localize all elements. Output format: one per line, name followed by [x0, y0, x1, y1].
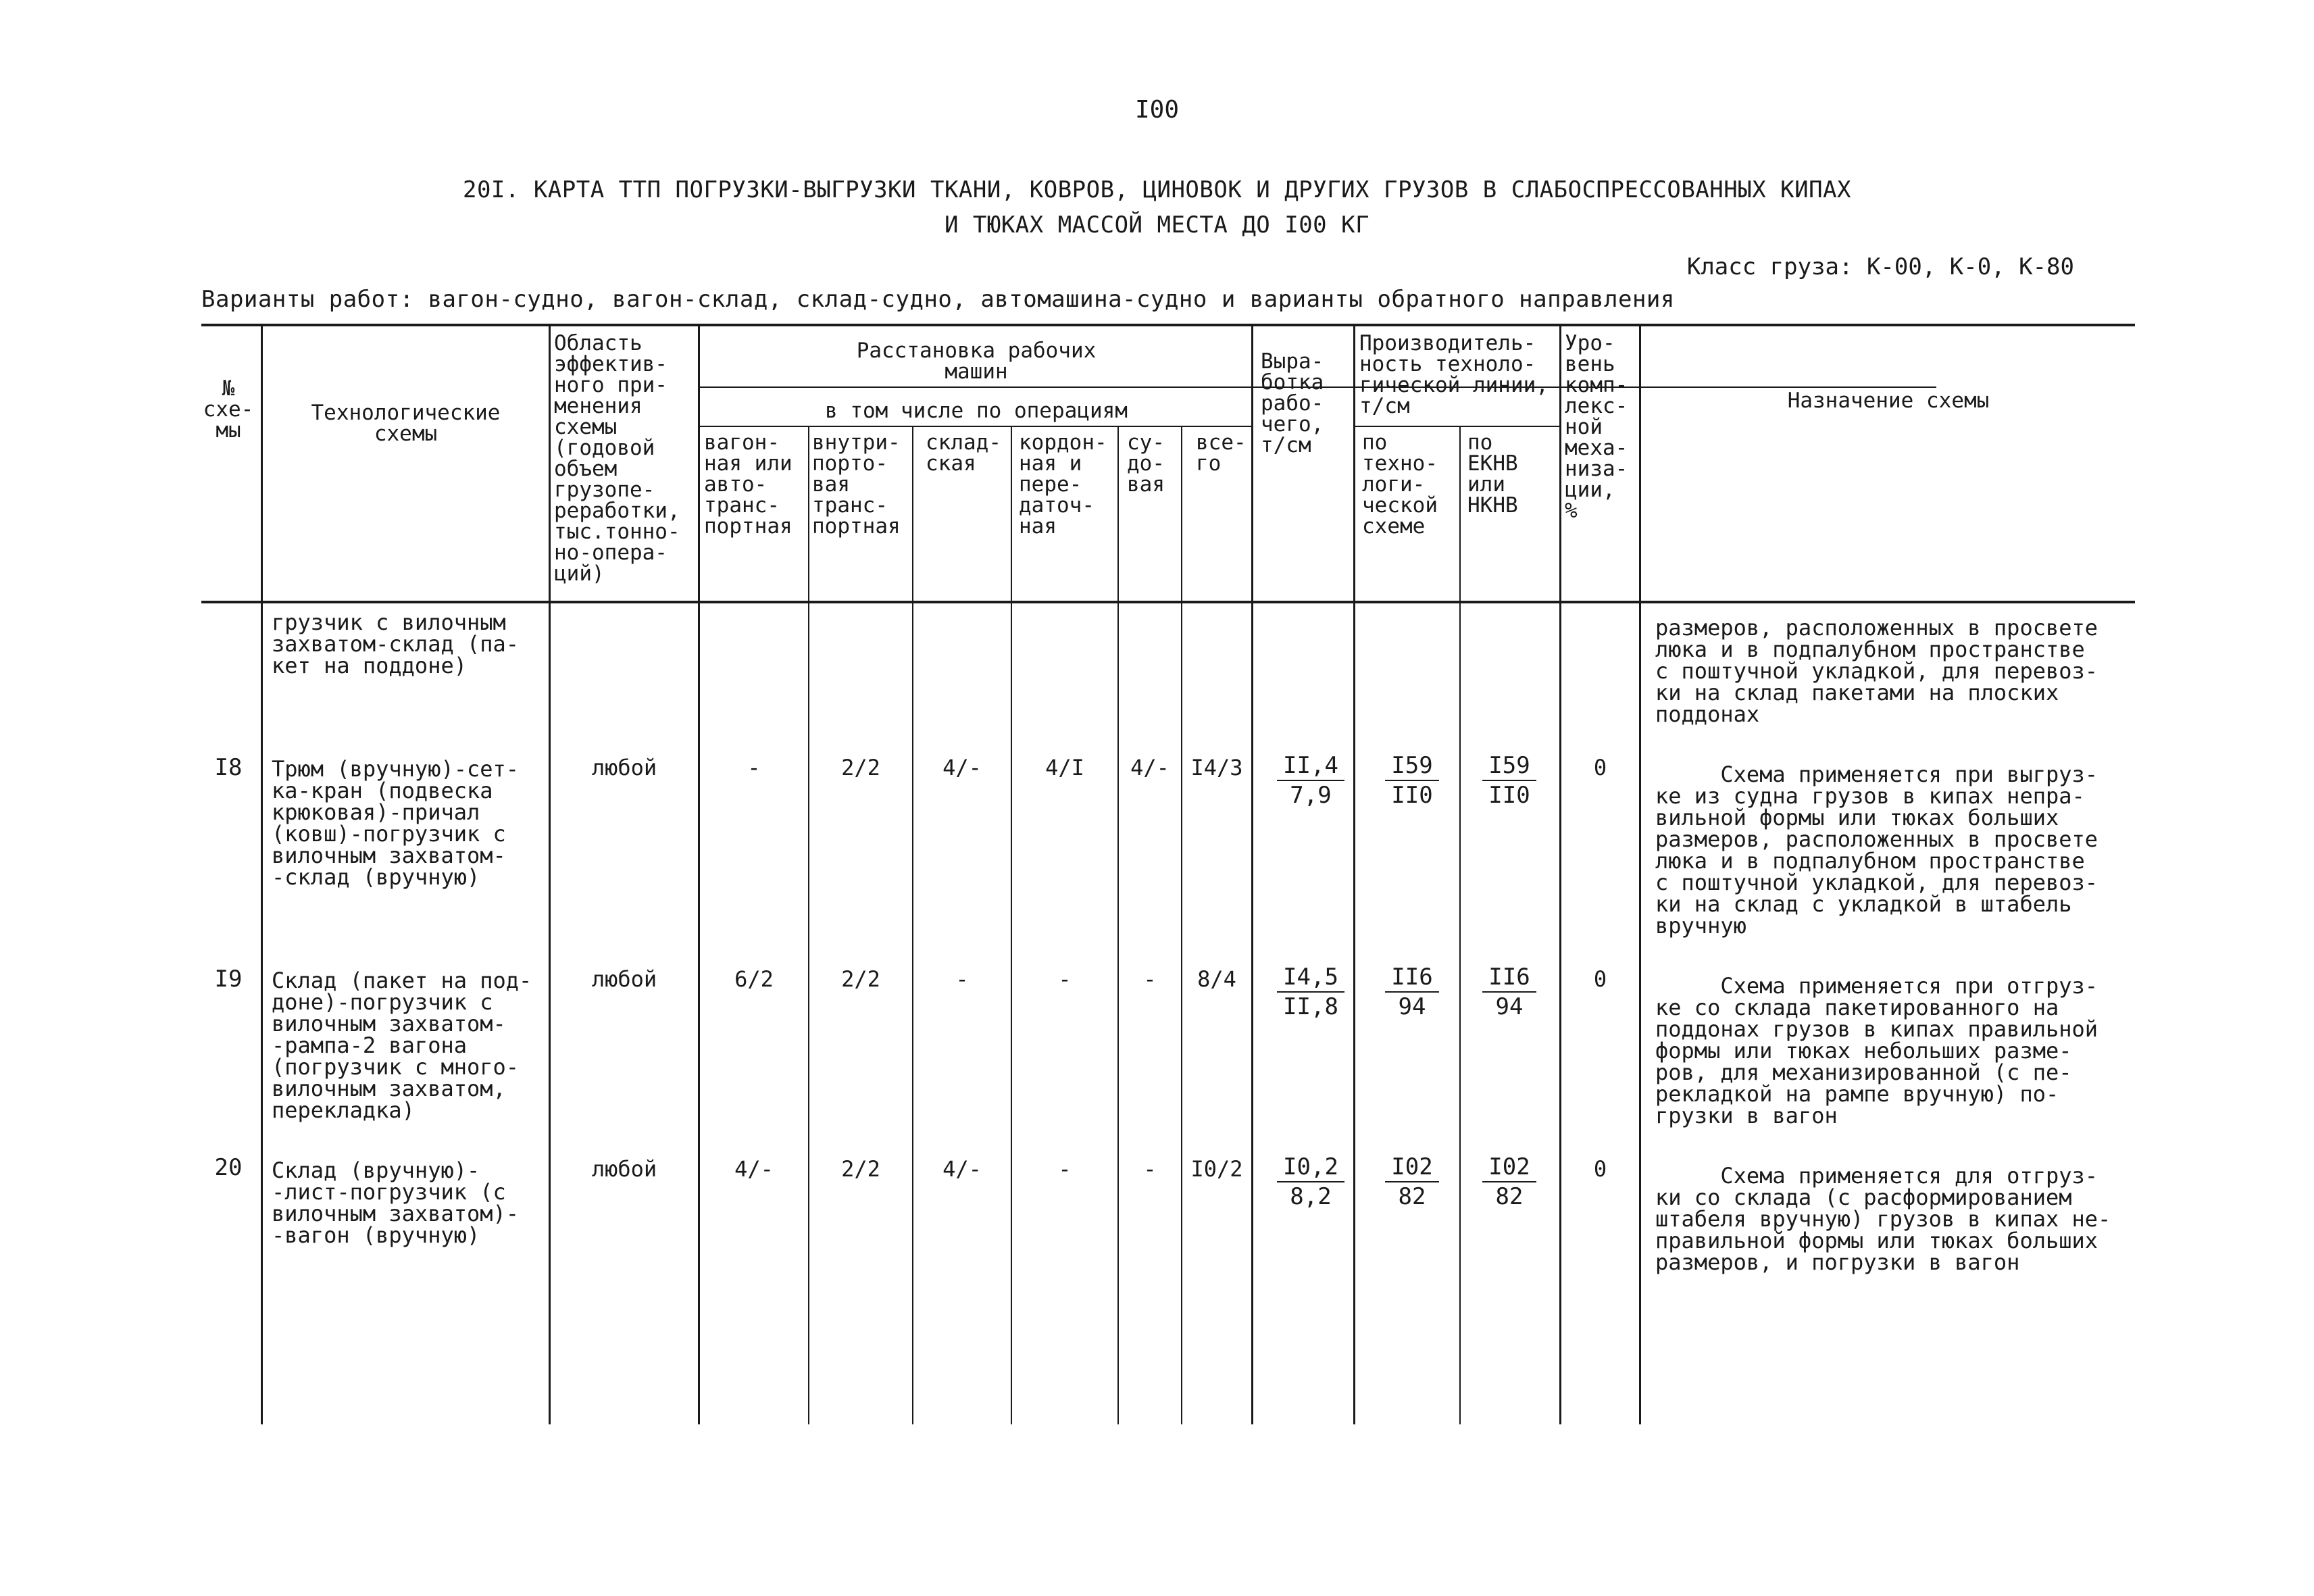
row-scheme-number: I8: [214, 754, 243, 781]
header-total: все- го: [1196, 430, 1247, 476]
page-number: I00: [1134, 96, 1180, 124]
row-mechanization-level: 0: [1593, 966, 1607, 992]
row-cordon: 4/I: [1045, 755, 1084, 780]
row-application-area: любой: [591, 966, 657, 992]
col-rule-5: [912, 426, 913, 1424]
output-second-value: 7,9: [1277, 780, 1344, 809]
row-productivity-tech: [1385, 751, 1439, 809]
row-intraport-transport: 2/2: [841, 1156, 880, 1182]
header-wagon-transport: вагон- ная или авто- транс- портная: [704, 430, 793, 539]
row-worker-output: [1277, 1153, 1344, 1211]
row-tech-scheme: Склад (вручную)- -лист-погрузчик (с вилочным захватом)- -вагон (вручную): [272, 1157, 520, 1248]
productivity-eknv-first: I02: [1488, 1153, 1530, 1180]
header-ship: су- до- вая: [1127, 430, 1165, 497]
header-scheme-purpose: Назначение схемы: [1787, 389, 1990, 413]
row-scheme-purpose: Схема применяется при отгруз- ке со склада пакетированного на поддонах грузов в кипах правильной формы или тюках небольших разме- ров, для механизированной (с пе- рекладкой на рампе вручную) по- грузки в вагон: [1655, 973, 2098, 1128]
productivity-tech-second: 94: [1385, 991, 1439, 1021]
col-rule-9: [1251, 324, 1253, 1424]
output-first-value: I4,5: [1283, 964, 1338, 991]
header-application-area: Область эффектив- ного при- менения схемы (годовой объем грузопе- реработки, тыс.тонно- но-опера- ций): [554, 331, 680, 586]
row-intraport-transport: 2/2: [841, 755, 880, 780]
header-by-tech-scheme: по техно- логи- ческой схеме: [1362, 430, 1438, 539]
col-rule-11: [1459, 426, 1461, 1424]
productivity-eknv-first: I59: [1488, 752, 1530, 779]
row-scheme-purpose: Схема применяется при выгруз- ке из судна грузов в кипах непра- вильной формы или тюках больших размеров, расположенных в просвете люка и в подпалубном пространстве с поштучной укладкой, для перевоз- ки на склад с укладкой в штабель вручную: [1655, 762, 2098, 939]
header-cordon: кордон- ная и пере- даточ- ная: [1019, 430, 1107, 539]
row-warehouse: 4/-: [942, 755, 982, 780]
table-top-rule: [201, 324, 2135, 326]
header-mechanization-level: Уро- вень комп- лекс- ной меха- низа- ции, %: [1565, 331, 1628, 523]
work-variants: Варианты работ: вагон-судно, вагон-склад, склад-судно, автомашина-судно и варианты обратного направления: [201, 286, 1675, 313]
col-rule-6: [1011, 426, 1012, 1424]
productivity-eknv-first: II6: [1488, 964, 1530, 991]
productivity-tech-second: 82: [1385, 1181, 1439, 1211]
productivity-tech-first: I02: [1391, 1153, 1433, 1180]
productivity-eknv-second: II0: [1482, 780, 1536, 809]
continuation-purpose: размеров, расположенных в просвете люка и в подпалубном пространстве с поштучной укладкой, для перевоз- ки на склад пакетами на плоских поддонах: [1655, 615, 2098, 727]
col-rule-4: [808, 426, 809, 1424]
operations-subheader-rule: [700, 426, 1253, 427]
row-warehouse: -: [955, 966, 969, 992]
header-machine-placement: Расстановка рабочих машин: [856, 339, 1097, 384]
productivity-subheader-rule: [1355, 426, 1561, 427]
header-by-eknv: по ЕКНВ или НКНВ: [1467, 430, 1518, 518]
header-worker-output: Выра- ботка рабо- чего, т/см: [1261, 349, 1324, 457]
row-productivity-eknv: [1482, 751, 1536, 809]
col-rule-8: [1181, 426, 1182, 1424]
header-tech-schemes: Технологические схемы: [311, 401, 501, 446]
row-tech-scheme: Трюм (вручную)-сет- ка-кран (подвеска крюковая)-причал (ковш)-погрузчик с вилочным захватом- -склад (вручную): [272, 756, 520, 890]
row-wagon-transport: -: [747, 755, 761, 780]
header-productivity: Производитель- ность техноло- гической линии, т/см: [1359, 331, 1549, 418]
col-rule-3: [698, 324, 700, 1424]
row-cordon: -: [1058, 966, 1072, 992]
row-total: 8/4: [1197, 966, 1236, 992]
output-first-value: I0,2: [1283, 1153, 1338, 1180]
row-productivity-eknv: [1482, 963, 1536, 1021]
row-scheme-number: I9: [214, 966, 243, 993]
row-worker-output: [1277, 751, 1344, 809]
table-header-bottom-rule: [201, 601, 2135, 603]
productivity-tech-first: I59: [1391, 752, 1433, 779]
col-rule-10: [1353, 324, 1355, 1424]
header-including-operations: в том числе по операциям: [825, 399, 1128, 423]
row-productivity-tech: [1385, 1153, 1439, 1211]
row-mechanization-level: 0: [1593, 1156, 1607, 1182]
productivity-tech-first: II6: [1391, 964, 1433, 991]
row-mechanization-level: 0: [1593, 755, 1607, 780]
col-rule-7: [1117, 426, 1119, 1424]
row-productivity-eknv: [1482, 1153, 1536, 1211]
row-wagon-transport: 6/2: [734, 966, 774, 992]
row-application-area: любой: [591, 1156, 657, 1182]
row-wagon-transport: 4/-: [734, 1156, 774, 1182]
col-rule-13: [1639, 324, 1641, 1424]
productivity-tech-second: II0: [1385, 780, 1439, 809]
continuation-scheme: грузчик с вилочным захватом-склад (па- кет на поддоне): [272, 609, 520, 678]
header-warehouse: склад- ская: [926, 430, 1001, 476]
col-rule-2: [549, 324, 551, 1424]
row-intraport-transport: 2/2: [841, 966, 880, 992]
productivity-eknv-second: 94: [1482, 991, 1536, 1021]
row-cordon: -: [1058, 1156, 1072, 1182]
col-rule-1: [261, 324, 263, 1424]
row-warehouse: 4/-: [942, 1156, 982, 1182]
row-ship: -: [1143, 1156, 1157, 1182]
cargo-class: Класс груза: К-00, К-0, К-80: [1686, 253, 2074, 280]
row-total: I4/3: [1190, 755, 1243, 780]
row-productivity-tech: [1385, 963, 1439, 1021]
header-scheme-number: № схе- мы: [203, 376, 254, 443]
row-scheme-number: 20: [214, 1154, 243, 1181]
row-scheme-purpose: Схема применяется для отгруз- ки со склада (с расформированием штабеля вручную) грузов в кипах не- правильной формы или тюках больших размеров, и погрузки в вагон: [1655, 1163, 2111, 1275]
row-total: I0/2: [1190, 1156, 1243, 1182]
output-first-value: II,4: [1283, 752, 1338, 779]
output-second-value: II,8: [1277, 991, 1344, 1021]
row-ship: -: [1143, 966, 1157, 992]
row-worker-output: [1277, 963, 1344, 1021]
productivity-eknv-second: 82: [1482, 1181, 1536, 1211]
output-second-value: 8,2: [1277, 1181, 1344, 1211]
header-intraport-transport: внутри- порто- вая транс- портная: [812, 430, 901, 539]
row-tech-scheme: Склад (пакет на под- доне)-погрузчик с вилочным захватом- -рампа-2 вагона (погрузчик с много- вилочным захватом, перекладка): [272, 968, 532, 1123]
row-ship: 4/-: [1130, 755, 1169, 780]
document-title: 20I. КАРТА ТТП ПОГРУЗКИ-ВЫГРУЗКИ ТКАНИ, КОВРОВ, ЦИНОВОК И ДРУГИХ ГРУЗОВ В СЛАБОСПРЕССОВАННЫХ КИПАХ И ТЮКАХ МАССОЙ МЕСТА ДО I00 КГ: [462, 176, 1852, 239]
row-application-area: любой: [591, 755, 657, 780]
col-rule-12: [1559, 324, 1561, 1424]
